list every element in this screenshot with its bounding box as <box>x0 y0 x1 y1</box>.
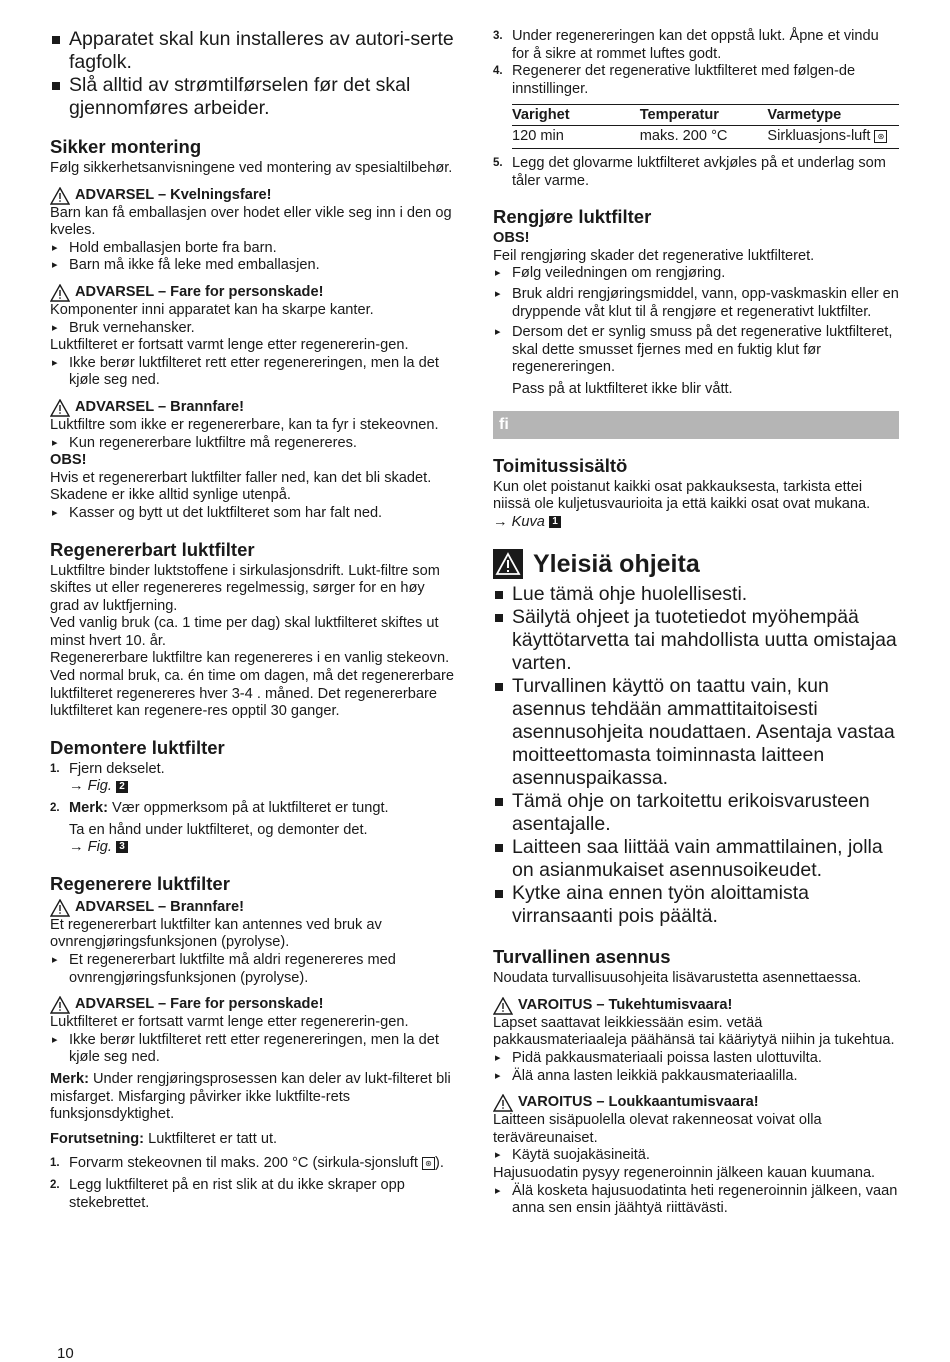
precondition-paragraph: Forutsetning: Luktfilteret er tatt ut. <box>50 1130 278 1147</box>
bullet-item: Turvallinen käyttö on taattu vain, kun asennus tehdään ammattitaitoisesti asennusohjeita noudattaen. Asentaja vastaa moitteettomasta toiminnasta laitteen asennuspaikassa. <box>493 675 899 790</box>
warning-icon <box>50 284 70 302</box>
section-heading: Regenererbart luktfilter <box>50 538 255 560</box>
figure-badge: 1 <box>549 516 561 528</box>
figure-badge: 2 <box>116 781 128 793</box>
table-cell: Sirkluasjons-luft ⊛ <box>767 126 899 149</box>
chapter-heading: Yleisiä ohjeita <box>493 549 899 579</box>
figure-reference: → Fig. 3 <box>50 839 455 857</box>
warning-title: ADVARSEL – Fare for personskade! <box>50 284 455 302</box>
warning-icon <box>50 899 70 917</box>
paragraph: Pass på at luktfilteret ikke blir vått. <box>512 380 733 397</box>
warning-icon <box>493 1094 513 1112</box>
warning-title: VAROITUS – Loukkaantumisvaara! <box>493 1094 899 1112</box>
list-item: ▸ Bruk vernehansker. <box>50 320 455 338</box>
paragraph: Regenererbare luktfiltre kan regenereres i en vanlig stekeovn. <box>50 650 450 667</box>
figure-badge: 3 <box>116 841 128 853</box>
paragraph: Noudata turvallisuusohjeita lisävarustetta asennettaessa. <box>493 970 862 987</box>
paragraph: Ta en hånd under luktfilteret, og demonter det. <box>69 821 368 838</box>
figure-reference: → Kuva 1 <box>493 514 899 532</box>
table-cell: maks. 200 °C <box>640 126 768 149</box>
step-item: 2. Legg luktfilteret på en rist slik at du ikke skraper opp stekebrettet. <box>50 1176 405 1211</box>
warning-title: VAROITUS – Tukehtumisvaara! <box>493 997 899 1015</box>
section-heading: Rengjøre luktfilter <box>493 206 652 228</box>
language-bar: fi <box>493 411 899 439</box>
paragraph: Laitteen sisäpuolella olevat rakenneosat voivat olla teräväreunaiset. <box>493 1112 822 1146</box>
section-heading: Demontere luktfilter <box>50 736 225 758</box>
step-item: 3. Under regenereringen kan det oppstå lukt. Åpne et vindu for å sikre at rommet luftes godt. <box>493 28 879 62</box>
warning-title: ADVARSEL – Brannfare! <box>50 899 455 917</box>
list-item: ▸ Dersom det er synlig smuss på det regenerative luktfilteret, skal dette smusset fjernes med en fuktig klut før regenereringen. <box>493 324 899 377</box>
section-heading: Toimitussisältö <box>493 454 628 476</box>
table-header: Varighet <box>512 105 640 126</box>
bullet-item: Lue tämä ohje huolellisesti. <box>493 583 899 606</box>
table-header: Temperatur <box>640 105 768 126</box>
warning-title: ADVARSEL – Fare for personskade! <box>50 996 455 1014</box>
paragraph: Ved normal bruk, ca. én time om dagen, må det regenererbare luktfilteret regenereres hver 3-4 . måned. Det regenererbare luktfilteret kan regenere-res opptil 30 ganger. <box>50 668 454 720</box>
section-heading: Regenerere luktfilter <box>50 872 230 894</box>
bullet-item: Säilytä ohjeet ja tuotetiedot myöhempää käyttötarvetta tai mahdollista uutta omistajaa varten. <box>493 606 899 675</box>
warning-icon <box>50 187 70 205</box>
list-item: ▸ Älä kosketa hajusuodatinta heti regeneroinnin jälkeen, vaan anna sen ensin jäähtyä riittävästi. <box>493 1183 899 1218</box>
list-item: ▸ Ikke berør luktfilteret rett etter regenereringen, men la det kjøle seg ned. <box>50 1032 455 1067</box>
table-cell: 120 min <box>512 126 640 149</box>
paragraph: Hvis et regenererbart luktfilter faller ned, kan det bli skadet. Skadene er ikke alltid synlige utenpå. <box>50 469 432 504</box>
notice-title: OBS! <box>493 230 530 247</box>
step-item: 1. Fjern dekselet. <box>50 760 165 777</box>
paragraph: Komponenter inni apparatet kan ha skarpe kanter. <box>50 301 374 318</box>
list-item: ▸ Pidä pakkausmateriaali poissa lasten ulottuvilta. <box>493 1050 899 1068</box>
list-item: ▸ Hold emballasjen borte fra barn. <box>50 240 455 258</box>
note-paragraph: Merk: Under rengjøringsprosessen kan deler av lukt-filteret bli misfarget. Misfarging påvirker ikke luktfilte-rets funksjonsdyktighet. <box>50 1070 451 1123</box>
table-row <box>512 126 899 149</box>
paragraph: Feil rengjøring skader det regenerative luktfilteret. <box>493 247 815 264</box>
notice-title: OBS! <box>50 452 87 469</box>
left-column <box>50 28 455 1212</box>
section-heading: Turvallinen asennus <box>493 946 671 968</box>
bullet-item: Apparatet skal kun installeres av autori-serte fagfolk. <box>50 28 455 74</box>
convection-icon: ⊛ <box>422 1157 435 1170</box>
bullet-item: Laitteen saa liittää vain ammattilainen, jolla on asianmukaiset asennusoikeudet. <box>493 836 899 882</box>
list-item: ▸ Barn må ikke få leke med emballasjen. <box>50 257 455 275</box>
bullet-item: Tämä ohje on tarkoitettu erikoisvarusteen asentajalle. <box>493 790 899 836</box>
paragraph: Et regenererbart luktfilter kan antennes ved bruk av ovnrengjøringsfunksjonen (pyrolyse). <box>50 916 382 951</box>
step-item: 5. Legg det glovarme luktfilteret avkjøles på et underlag som tåler varme. <box>493 154 886 189</box>
right-column <box>493 28 899 1218</box>
page-number: 10 <box>57 1345 74 1362</box>
step-item: 1. Forvarm stekeovnen til maks. 200 °C (sirkula-sjonsluft ⊛ ). <box>50 1155 444 1172</box>
warning-title: ADVARSEL – Kvelningsfare! <box>50 187 455 205</box>
convection-icon: ⊛ <box>874 130 887 143</box>
paragraph: Kun olet poistanut kaikki osat pakkauksesta, tarkista ettei niissä ole kuljetusvaurioita ja että kaikki osat ovat mukana. <box>493 478 871 513</box>
paragraph: Lapset saattavat leikkiessään esim. vetää pakkausmateriaaleja päähänsä tai kääriytyä niihin ja tukehtua. <box>493 1014 895 1049</box>
paragraph: Luktfiltre som ikke er regenererbare, kan ta fyr i stekeovnen. <box>50 416 439 433</box>
list-item: ▸ Käytä suojakäsineitä. <box>493 1147 899 1165</box>
paragraph: Følg sikkerhetsanvisningene ved montering av spesialtilbehør. <box>50 160 453 176</box>
paragraph: Luktfilteret er fortsatt varmt lenge etter regenererin-gen. <box>50 337 409 354</box>
warning-icon <box>50 399 70 417</box>
list-item: ▸ Kasser og bytt ut det luktfilteret som har falt ned. <box>50 505 455 523</box>
step-item: 2. Merk: Vær oppmerksom på at luktfilteret er tungt. <box>50 800 389 817</box>
paragraph: Barn kan få emballasjen over hodet eller vikle seg inn i den og kveles. <box>50 204 452 239</box>
list-item: ▸ Bruk aldri rengjøringsmiddel, vann, opp-vaskmaskin eller en dryppende våt klut til å rengjøre et regenerativt luktfilter. <box>493 286 899 321</box>
paragraph: Luktfilteret er fortsatt varmt lenge etter regenererin-gen. <box>50 1014 409 1031</box>
paragraph: Hajusuodatin pysyy regeneroinnin jälkeen kauan kuumana. <box>493 1165 876 1182</box>
warning-title: ADVARSEL – Brannfare! <box>50 399 455 417</box>
warning-icon <box>50 996 70 1014</box>
warning-icon <box>493 997 513 1015</box>
bullet-item: Kytke aina ennen työn aloittamista virransaanti pois päältä. <box>493 882 899 928</box>
list-item: ▸ Kun regenererbare luktfiltre må regenereres. <box>50 435 455 453</box>
section-heading: Sikker montering <box>50 136 202 157</box>
figure-reference: → Fig. 2 <box>50 778 455 796</box>
bullet-item: Slå alltid av strømtilførselen før det skal gjennomføres arbeider. <box>50 74 455 120</box>
list-item: ▸ Følg veiledningen om rengjøring. <box>493 265 899 283</box>
warning-icon <box>493 549 523 579</box>
list-item: ▸ Et regenererbart luktfilte må aldri regenereres med ovnrengjøringsfunksjonen (pyrolyse). <box>50 952 455 987</box>
paragraph: Luktfiltre binder luktstoffene i sirkulasjonsdrift. Lukt-filtre som skiftes ut eller regenereres regelmessig, sørger for en høy grad av luktfjerning. <box>50 562 440 614</box>
settings-table <box>512 104 899 149</box>
table-header: Varmetype <box>767 105 899 126</box>
list-item: ▸ Älä anna lasten leikkiä pakkausmateriaalilla. <box>493 1068 899 1086</box>
paragraph: Ved vanlig bruk (ca. 1 time per dag) skal luktfilteret skiftes ut minst hvert 10. år. <box>50 615 439 649</box>
step-item: 4. Regenerer det regenerative luktfilteret med følgen-de innstillinger. <box>493 63 856 97</box>
list-item: ▸ Ikke berør luktfilteret rett etter regenereringen, men la det kjøle seg ned. <box>50 355 455 390</box>
